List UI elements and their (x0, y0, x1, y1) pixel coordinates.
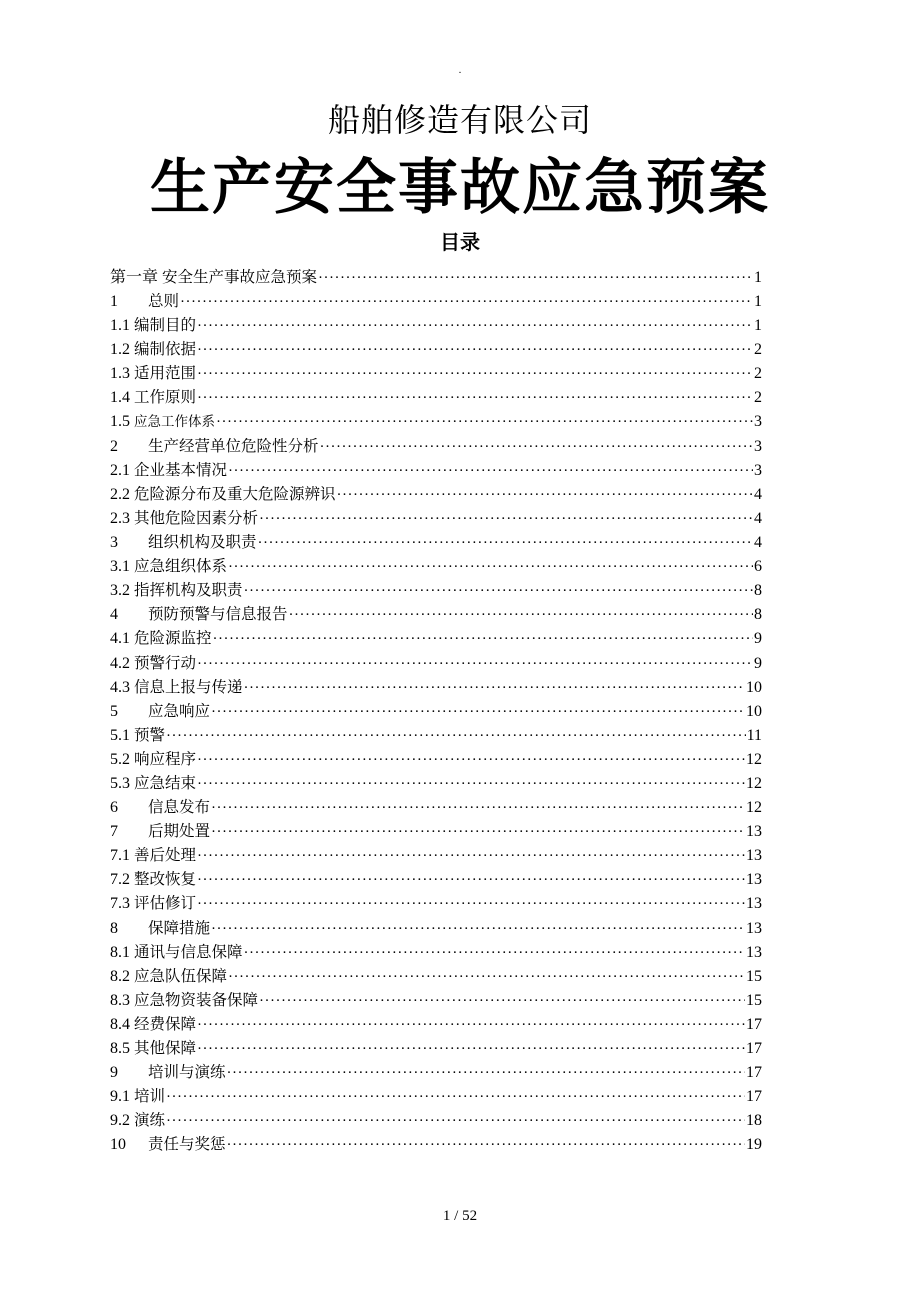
toc-dot-leader (228, 555, 753, 578)
toc-entry[interactable] (110, 1108, 762, 1132)
toc-entry-number: 8.5 (110, 1040, 130, 1057)
toc-entry-title: 编制依据 (134, 340, 197, 359)
toc-entry-page: 8 (754, 606, 762, 624)
toc-dot-leader (227, 1061, 745, 1084)
toc-entry-title: 组织机构及职责 (148, 533, 257, 552)
toc-entry-title: 危险源监控 (134, 629, 212, 648)
toc-entry-title: 后期处置 (148, 822, 211, 841)
toc-entry[interactable] (110, 337, 762, 361)
toc-entry[interactable] (110, 458, 762, 482)
toc-entry-page: 1 (754, 317, 762, 335)
toc-entry[interactable] (110, 289, 762, 313)
toc-entry-number: 1.1 (110, 317, 130, 335)
toc-entry-number: 4.1 (110, 630, 130, 648)
toc-entry[interactable] (110, 361, 762, 385)
toc-entry-page: 2 (754, 365, 762, 383)
toc-entry[interactable] (110, 819, 762, 843)
toc-entry-title: 责任与奖惩 (148, 1135, 226, 1154)
toc-dot-leader (211, 796, 745, 819)
company-name: 船舶修造有限公司 (327, 101, 592, 139)
toc-dot-leader (228, 965, 745, 988)
toc-entry-title: 信息上报与传递 (134, 677, 243, 696)
toc-entry-number: 8.2 (110, 967, 130, 985)
toc-entry-page: 13 (746, 871, 762, 889)
toc-entry-number: 5 (110, 702, 118, 720)
toc-entry-number: 2.2 (110, 485, 130, 503)
toc-entry-page: 10 (746, 678, 762, 696)
toc-entry[interactable] (110, 434, 762, 458)
toc-entry[interactable] (110, 410, 762, 434)
toc-entry-title: 演练 (134, 1111, 166, 1130)
toc-entry-page: 1 (754, 293, 762, 311)
toc-entry-number: 第一章 (110, 269, 159, 286)
toc-entry-page: 3 (754, 461, 762, 479)
toc-entry-page: 19 (746, 1136, 762, 1154)
toc-entry-number: 7.3 (110, 895, 130, 913)
toc-entry[interactable] (110, 699, 762, 723)
toc-entry-title: 经费保障 (134, 1014, 197, 1033)
toc-entry-title: 响应程序 (134, 749, 197, 768)
toc-entry-title: 安全生产事故应急预案 (162, 268, 318, 286)
toc-entry[interactable] (110, 795, 762, 819)
header-dot-mark: . (458, 65, 462, 76)
toc-entry-page: 9 (754, 630, 762, 648)
toc-entry-page: 1 (754, 269, 762, 286)
toc-entry-title: 善后处理 (134, 846, 197, 865)
toc-entry-page: 9 (754, 654, 762, 672)
toc-entry-page: 4 (754, 509, 762, 527)
toc-entry[interactable] (110, 554, 762, 578)
toc-entry-number: 4 (110, 606, 118, 624)
toc-dot-leader (197, 1037, 745, 1060)
toc-entry-page: 10 (746, 702, 762, 720)
toc-entry[interactable] (110, 626, 762, 650)
toc-dot-leader (211, 700, 745, 723)
toc-entry-number: 8.4 (110, 1015, 130, 1033)
toc-dot-leader (166, 1085, 745, 1108)
toc-entry-number: 8.3 (110, 991, 130, 1009)
toc-entry-title: 整改恢复 (134, 870, 197, 889)
toc-entry-number: 2 (110, 437, 118, 455)
toc-entry[interactable] (110, 1060, 762, 1084)
toc-entry-number: 5.3 (110, 774, 130, 792)
toc-entry-number: 9.1 (110, 1088, 130, 1106)
toc-entry-title: 编制目的 (134, 316, 197, 335)
toc-entry-title: 工作原则 (134, 388, 197, 407)
toc-entry[interactable] (110, 723, 762, 747)
toc-dot-leader (216, 410, 753, 434)
toc-dot-leader (180, 290, 753, 313)
toc-entry-page: 6 (754, 558, 762, 576)
toc-entry-number: 4.3 (110, 678, 130, 696)
toc-entry-number: 1.3 (110, 365, 130, 383)
toc-entry[interactable] (110, 867, 762, 891)
toc-entry-number: 6 (110, 799, 118, 817)
toc-dot-leader (289, 603, 753, 626)
toc-dot-leader (227, 1133, 745, 1156)
toc-entry-number: 2.1 (110, 461, 130, 479)
toc-entry-page: 15 (746, 991, 762, 1009)
toc-entry[interactable] (110, 602, 762, 626)
toc-entry-page: 13 (746, 847, 762, 865)
toc-entry-number: 8.1 (110, 943, 130, 961)
toc-entry-page: 12 (746, 750, 762, 768)
toc-entry[interactable] (110, 530, 762, 554)
toc-entry-number: 9.2 (110, 1112, 130, 1130)
toc-entry-page: 18 (746, 1112, 762, 1130)
toc-dot-leader (320, 435, 753, 458)
toc-dot-leader (258, 531, 753, 554)
toc-dot-leader (318, 266, 753, 289)
toc-entry-page: 2 (754, 341, 762, 359)
toc-entry[interactable] (110, 771, 762, 795)
toc-entry-title: 企业基本情况 (134, 460, 228, 479)
toc-entry[interactable] (110, 313, 762, 337)
toc-dot-leader (166, 1109, 745, 1132)
toc-dot-leader (228, 459, 753, 482)
toc-entry-number: 10 (110, 1136, 126, 1154)
toc-entry-title: 应急队伍保障 (134, 966, 228, 985)
toc-entry-number: 5.1 (110, 726, 130, 744)
toc-entry-page: 17 (746, 1040, 762, 1057)
document-title: 生产安全事故应急预案 (150, 153, 770, 223)
toc-entry-page: 4 (754, 534, 762, 552)
toc-entry[interactable] (110, 675, 762, 699)
toc-entry[interactable] (110, 1036, 762, 1060)
toc-dot-leader (211, 917, 745, 940)
toc-entry-title: 预警 (134, 725, 166, 744)
toc-entry-number: 3.1 (110, 558, 130, 576)
toc-entry-title: 适用范围 (134, 364, 197, 383)
toc-entry-number: 5.2 (110, 750, 130, 768)
toc-entry-page: 3 (754, 412, 762, 430)
toc-entry-number: 8 (110, 919, 118, 937)
toc-entry[interactable] (110, 265, 762, 289)
toc-entry-title: 应急物资装备保障 (134, 990, 259, 1009)
toc-entry-title: 生产经营单位危险性分析 (148, 436, 319, 455)
table-of-contents (110, 265, 762, 1156)
toc-entry-page: 13 (746, 895, 762, 913)
toc-entry[interactable] (110, 1132, 762, 1156)
toc-dot-leader (197, 652, 753, 675)
toc-entry[interactable] (110, 988, 762, 1012)
toc-entry[interactable] (110, 891, 762, 915)
toc-dot-leader (197, 362, 753, 385)
toc-entry-title: 其他危险因素分析 (134, 508, 259, 527)
toc-entry-title: 危险源分布及重大危险源辨识 (134, 484, 336, 503)
toc-entry-number: 1 (110, 293, 118, 311)
toc-entry-page: 8 (754, 582, 762, 600)
toc-entry-page: 13 (746, 823, 762, 841)
toc-entry-page: 3 (754, 437, 762, 455)
toc-entry[interactable] (110, 578, 762, 602)
toc-dot-leader (213, 627, 753, 650)
toc-entry-number: 9 (110, 1064, 118, 1082)
toc-dot-leader (197, 386, 753, 409)
toc-dot-leader (166, 724, 746, 747)
toc-dot-leader (197, 844, 745, 867)
toc-entry[interactable] (110, 1084, 762, 1108)
toc-dot-leader (244, 941, 745, 964)
toc-entry-title: 指挥机构及职责 (134, 581, 243, 600)
toc-entry-title: 预防预警与信息报告 (148, 605, 288, 624)
toc-entry-page: 13 (746, 919, 762, 937)
toc-entry-number: 1.5 (110, 412, 130, 430)
toc-entry-title: 应急结束 (134, 773, 197, 792)
toc-entry-page: 12 (746, 774, 762, 792)
toc-entry-number: 1.2 (110, 341, 130, 359)
toc-entry-number: 7 (110, 823, 118, 841)
toc-entry-page: 4 (754, 485, 762, 503)
toc-entry-title: 应急组织体系 (134, 557, 228, 576)
toc-entry-page: 12 (746, 799, 762, 817)
toc-entry-title: 总则 (148, 292, 180, 311)
toc-entry-title: 其他保障 (134, 1039, 197, 1057)
toc-dot-leader (337, 483, 753, 506)
toc-entry-page: 2 (754, 389, 762, 407)
toc-entry-page: 17 (746, 1064, 762, 1082)
toc-entry-number: 7.2 (110, 871, 130, 889)
toc-dot-leader (259, 989, 745, 1012)
toc-dot-leader (197, 1013, 745, 1036)
toc-entry-title: 信息发布 (148, 798, 211, 817)
toc-entry-title: 评估修订 (134, 894, 197, 913)
toc-dot-leader (197, 772, 745, 795)
toc-entry[interactable] (110, 843, 762, 867)
toc-entry[interactable] (110, 916, 762, 940)
toc-entry[interactable] (110, 651, 762, 675)
toc-dot-leader (259, 507, 753, 530)
page-indicator: 1 / 52 (442, 1208, 478, 1224)
toc-dot-leader (197, 748, 745, 771)
toc-dot-leader (197, 338, 753, 361)
toc-entry-title: 预警行动 (134, 653, 197, 672)
toc-entry-number: 7.1 (110, 847, 130, 865)
toc-entry-title: 应急响应 (148, 701, 211, 720)
toc-entry-page: 15 (746, 967, 762, 985)
toc-dot-leader (244, 579, 753, 602)
toc-entry-title: 保障措施 (148, 918, 211, 937)
toc-entry-title: 应急工作体系 (134, 413, 215, 430)
toc-entry-number: 3.2 (110, 582, 130, 600)
toc-dot-leader (244, 676, 745, 699)
toc-entry-title: 培训 (134, 1087, 166, 1106)
toc-entry-number: 1.4 (110, 389, 130, 407)
toc-entry-number: 4.2 (110, 654, 130, 672)
toc-dot-leader (197, 868, 745, 891)
toc-entry[interactable] (110, 964, 762, 988)
toc-entry-page: 11 (746, 726, 762, 744)
toc-entry-number: 2.3 (110, 509, 130, 527)
toc-entry[interactable] (110, 506, 762, 530)
toc-entry[interactable] (110, 482, 762, 506)
toc-entry-page: 17 (746, 1015, 762, 1033)
toc-entry-title: 通讯与信息保障 (134, 942, 243, 961)
toc-entry[interactable] (110, 1012, 762, 1036)
toc-entry-number: 3 (110, 534, 118, 552)
toc-dot-leader (197, 892, 745, 915)
toc-dot-leader (211, 820, 745, 843)
toc-entry-page: 13 (746, 943, 762, 961)
toc-entry[interactable] (110, 385, 762, 409)
toc-entry-page: 17 (746, 1088, 762, 1106)
toc-entry[interactable] (110, 747, 762, 771)
toc-heading: 目录 (440, 230, 480, 254)
toc-entry-title: 培训与演练 (148, 1063, 226, 1082)
toc-entry[interactable] (110, 940, 762, 964)
toc-dot-leader (197, 314, 753, 337)
